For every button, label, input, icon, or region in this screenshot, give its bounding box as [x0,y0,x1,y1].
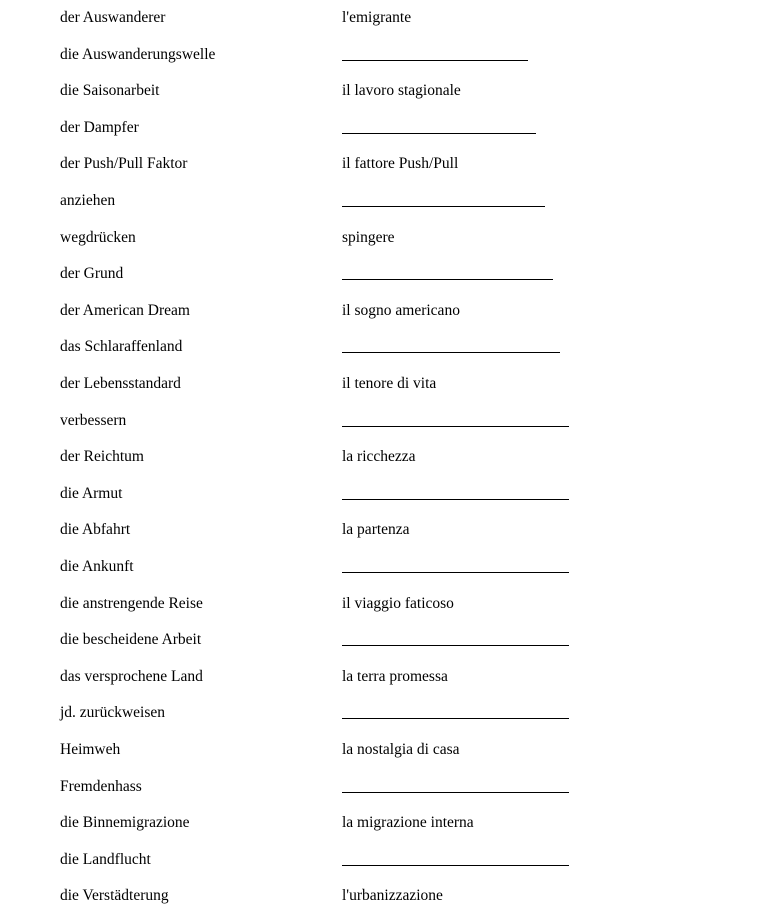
german-term: Heimweh [60,741,121,758]
vocab-row [0,630,763,667]
german-term: der Dampfer [60,118,139,136]
vocab-row [0,667,763,704]
italian-translation: la migrazione interna [342,814,474,832]
vocab-row [0,264,763,301]
vocab-row [0,118,763,155]
vocab-row [0,411,763,448]
german-term: wegdrücken [60,228,136,246]
german-term: der Lebensstandard [60,375,181,392]
vocab-row [0,703,763,740]
german-term: anziehen [60,192,116,209]
italian-translation: la terra promessa [342,667,448,685]
german-term: das Schlaraffenland [60,338,183,356]
vocab-row [0,520,763,557]
answer-blank-line[interactable] [342,572,569,573]
vocab-row [0,886,763,923]
answer-blank-line[interactable] [342,792,569,793]
italian-translation: la partenza [342,521,410,539]
vocab-row [0,777,763,814]
german-term: der Grund [60,265,124,283]
german-term: die bescheidene Arbeit [60,631,202,649]
italian-translation: l'urbanizzazione [342,887,443,905]
german-term: die Binnemigrazione [60,814,190,832]
vocab-row [0,191,763,228]
german-term: der Reichtum [60,448,144,466]
german-term: verbessern [60,411,127,429]
answer-blank-line[interactable] [342,865,569,866]
italian-translation: il viaggio faticoso [342,594,454,612]
vocab-row [0,81,763,118]
italian-translation: la nostalgia di casa [342,741,460,758]
answer-blank-line[interactable] [342,279,553,280]
vocab-row [0,557,763,594]
vocab-row [0,740,763,777]
italian-translation: la ricchezza [342,448,416,466]
vocab-row [0,850,763,887]
vocab-row [0,228,763,265]
german-term: die Ankunft [60,558,134,575]
italian-translation: il sogno americano [342,301,460,319]
answer-blank-line[interactable] [342,645,569,646]
vocab-row [0,337,763,374]
german-term: die Saisonarbeit [60,82,160,100]
answer-blank-line[interactable] [342,426,569,427]
italian-translation: spingere [342,228,395,246]
german-term: die Verstädterung [60,887,169,905]
answer-blank-line[interactable] [342,133,536,134]
vocab-row [0,447,763,484]
answer-blank-line[interactable] [342,499,569,500]
answer-blank-line[interactable] [342,60,528,61]
german-term: Fremdenhass [60,777,142,795]
vocab-row [0,484,763,521]
vocab-row [0,8,763,45]
vocab-row [0,45,763,82]
vocab-row [0,594,763,631]
vocab-row [0,813,763,850]
german-term: der American Dream [60,301,190,319]
vocab-row [0,154,763,191]
german-term: der Push/Pull Faktor [60,155,188,173]
answer-blank-line[interactable] [342,206,545,207]
german-term: die Auswanderungswelle [60,45,216,63]
german-term: die Armut [60,484,123,502]
answer-blank-line[interactable] [342,718,569,719]
answer-blank-line[interactable] [342,352,560,353]
german-term: das versprochene Land [60,667,203,685]
italian-translation: l'emigrante [342,9,412,26]
vocab-row [0,301,763,338]
italian-translation: il tenore di vita [342,375,437,392]
german-term: die Abfahrt [60,521,131,539]
german-term: jd. zurückweisen [60,704,166,722]
german-term: die Landflucht [60,850,151,868]
german-term: der Auswanderer [60,9,166,26]
italian-translation: il lavoro stagionale [342,82,461,100]
vocab-row [0,374,763,411]
italian-translation: il fattore Push/Pull [342,155,459,173]
german-term: die anstrengende Reise [60,594,203,612]
